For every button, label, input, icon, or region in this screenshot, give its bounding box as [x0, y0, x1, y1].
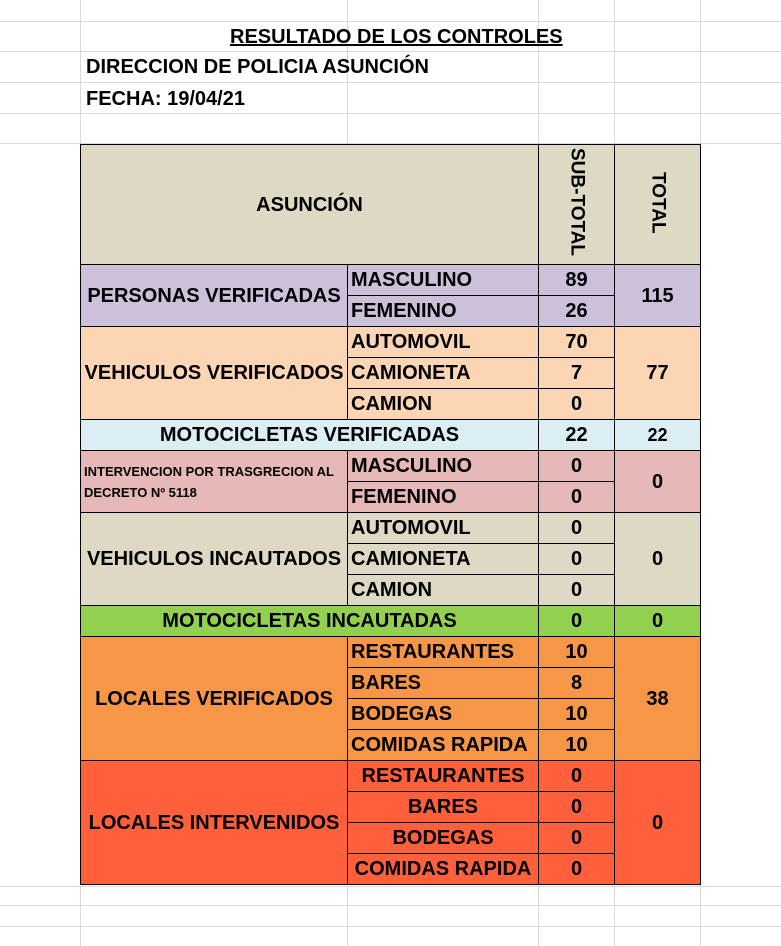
subtotal-value: 22: [539, 420, 615, 451]
row-label: MASCULINO: [348, 265, 539, 296]
subtotal-value: 0: [539, 606, 615, 637]
controls-table: [80, 144, 701, 885]
row-label: FEMENINO: [348, 296, 539, 327]
subtotal-value: 0: [539, 482, 615, 513]
row-label: AUTOMOVIL: [348, 327, 539, 358]
group-label-motocicletas-incautadas: MOTOCICLETAS INCAUTADAS: [81, 606, 539, 637]
table-row: [81, 420, 701, 451]
group-label-vehiculos-incautados: VEHICULOS INCAUTADOS: [81, 513, 348, 606]
row-label: CAMION: [348, 389, 539, 420]
row-label: CAMIONETA: [348, 544, 539, 575]
group-label-motocicletas-verificadas: MOTOCICLETAS VERIFICADAS: [81, 420, 539, 451]
group-label-vehiculos-verificados: VEHICULOS VERIFICADOS: [81, 327, 348, 420]
subtotal-value: 8: [539, 668, 615, 699]
group-total-vehiculos-verificados: 77: [615, 327, 701, 420]
subtotal-value: 0: [539, 575, 615, 606]
group-total-personas: 115: [615, 265, 701, 327]
group-total-locales-verificados: 38: [615, 637, 701, 761]
row-label: MASCULINO: [348, 451, 539, 482]
table-row: [81, 513, 701, 544]
subtotal-value: 10: [539, 637, 615, 668]
subtotal-value: 0: [539, 792, 615, 823]
subtotal-value: 7: [539, 358, 615, 389]
row-label: AUTOMOVIL: [348, 513, 539, 544]
row-label: BODEGAS: [348, 699, 539, 730]
total-header-label: TOTAL: [647, 171, 669, 234]
table-row: [81, 637, 701, 668]
subtotal-value: 10: [539, 699, 615, 730]
row-label: CAMION: [348, 575, 539, 606]
table-row: [81, 761, 701, 792]
group-label-locales-verificados: LOCALES VERIFICADOS: [81, 637, 348, 761]
subtotal-value: 70: [539, 327, 615, 358]
group-total-motocicletas-incautadas: 0: [615, 606, 701, 637]
group-label-locales-intervenidos: LOCALES INTERVENIDOS: [81, 761, 348, 885]
group-label-personas: PERSONAS VERIFICADAS: [81, 265, 348, 327]
subtotal-value: 0: [539, 544, 615, 575]
subtotal-value: 26: [539, 296, 615, 327]
row-label: RESTAURANTES: [348, 761, 539, 792]
group-total-motocicletas-verificadas: 22: [615, 420, 701, 451]
row-label: COMIDAS RAPIDA: [348, 730, 539, 761]
subtotal-value: 0: [539, 513, 615, 544]
subtotal-value: 0: [539, 451, 615, 482]
subtotal-value: 0: [539, 389, 615, 420]
row-label: RESTAURANTES: [348, 637, 539, 668]
subtotal-value: 0: [539, 854, 615, 885]
table-header-row: [81, 145, 701, 265]
table-row: [81, 451, 701, 482]
row-label: CAMIONETA: [348, 358, 539, 389]
row-label: FEMENINO: [348, 482, 539, 513]
report-date: FECHA: 19/04/21: [86, 88, 245, 110]
subtotal-header: [539, 145, 615, 265]
department-name: DIRECCION DE POLICIA ASUNCIÓN: [86, 56, 429, 78]
table-row: [81, 265, 701, 296]
subtotal-value: 0: [539, 823, 615, 854]
subtotal-value: 89: [539, 265, 615, 296]
subtotal-value: 0: [539, 761, 615, 792]
row-label: COMIDAS RAPIDA: [348, 854, 539, 885]
group-label-intervencion: INTERVENCION POR TRASGRECION AL DECRETO Nº 5118: [81, 451, 348, 513]
group-total-locales-intervenidos: 0: [615, 761, 701, 885]
subtotal-header-label: SUB-TOTAL: [566, 148, 588, 257]
row-label: BARES: [348, 792, 539, 823]
page-title: RESULTADO DE LOS CONTROLES: [230, 26, 563, 48]
row-label: BODEGAS: [348, 823, 539, 854]
table-row: [81, 327, 701, 358]
region-header: ASUNCIÓN: [81, 145, 539, 265]
row-label: BARES: [348, 668, 539, 699]
total-header: [615, 145, 701, 265]
subtotal-value: 10: [539, 730, 615, 761]
group-total-intervencion: 0: [615, 451, 701, 513]
group-total-vehiculos-incautados: 0: [615, 513, 701, 606]
table-row: [81, 606, 701, 637]
